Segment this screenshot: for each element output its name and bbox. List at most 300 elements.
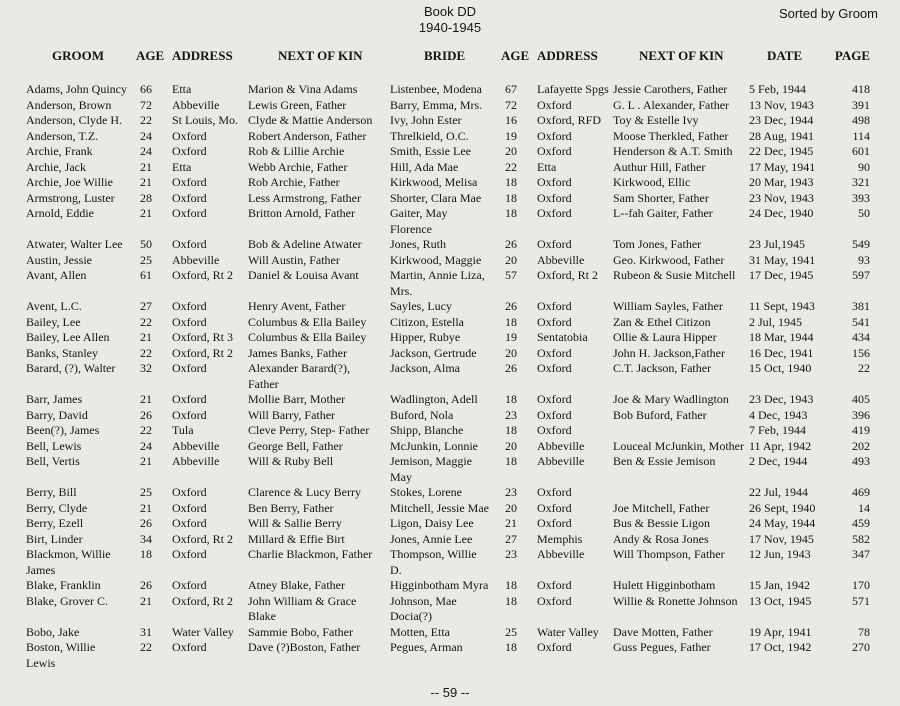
bride-cell: Threlkield, O.C. bbox=[390, 128, 469, 143]
table-row bbox=[26, 547, 874, 578]
groom-address-cell: Oxford bbox=[172, 144, 207, 158]
groom-address-cell: Abbeville bbox=[172, 252, 220, 267]
bride-next-of-kin-cell: William Sayles, Father bbox=[613, 299, 723, 313]
groom-age-cell: 32 bbox=[140, 361, 152, 375]
table-row bbox=[26, 454, 874, 485]
register-rows bbox=[26, 82, 874, 671]
table-row bbox=[26, 129, 874, 145]
groom-next-of-kin-cell: George Bell, Father bbox=[248, 438, 343, 453]
bride-next-of-kin-cell: Willie & Ronette Johnson bbox=[613, 593, 738, 608]
groom-cell: Blake, Grover C. bbox=[26, 593, 108, 608]
groom-next-of-kin-cell: Dave (?)Boston, Father bbox=[248, 640, 361, 654]
page-cell: 156 bbox=[852, 345, 870, 360]
groom-address-cell: Oxford bbox=[172, 299, 207, 313]
table-row bbox=[26, 485, 874, 501]
page-cell: 396 bbox=[852, 407, 870, 422]
bride-next-of-kin-cell: Moose Therkled, Father bbox=[613, 128, 729, 143]
bride-cell: Citizon, Estella bbox=[390, 314, 464, 329]
groom-address-cell: Etta bbox=[172, 159, 192, 174]
groom-age-cell: 21 bbox=[140, 392, 152, 406]
bride-next-of-kin-cell: Will Thompson, Father bbox=[613, 547, 725, 561]
table-row bbox=[26, 113, 874, 129]
page-cell: 597 bbox=[852, 268, 870, 282]
bride-next-of-kin-cell: Bus & Bessie Ligon bbox=[613, 516, 711, 530]
date-cell: 11 Sept, 1943 bbox=[749, 299, 815, 313]
page-cell: 469 bbox=[852, 485, 870, 499]
date-cell: 24 May, 1944 bbox=[749, 516, 816, 530]
bride-age-cell: 23 bbox=[505, 547, 517, 561]
bride-next-of-kin-cell: G. L . Alexander, Father bbox=[613, 97, 730, 112]
page-cell: 541 bbox=[852, 314, 870, 329]
bride-cell: Jackson, Gertrude bbox=[390, 345, 477, 360]
col-address: ADDRESS bbox=[172, 48, 233, 63]
groom-address-cell: Oxford bbox=[172, 361, 207, 375]
bride-address-cell: Etta bbox=[537, 159, 557, 174]
groom-cell: Bailey, Lee Allen bbox=[26, 330, 110, 344]
bride-age-cell: 67 bbox=[505, 82, 517, 96]
date-cell: 28 Aug, 1941 bbox=[749, 128, 815, 143]
groom-age-cell: 26 bbox=[140, 578, 152, 592]
page-cell: 549 bbox=[852, 237, 870, 251]
page-cell: 321 bbox=[852, 175, 870, 189]
groom-next-of-kin-cell: Atney Blake, Father bbox=[248, 578, 345, 592]
groom-address-cell: Oxford bbox=[172, 485, 207, 499]
groom-age-cell: 21 bbox=[140, 175, 152, 189]
bride-cell: Mitchell, Jessie Mae bbox=[390, 500, 489, 515]
bride-cell: Shipp, Blanche bbox=[390, 423, 464, 437]
bride-address-cell: Oxford bbox=[537, 128, 572, 143]
date-cell: 31 May, 1941 bbox=[749, 252, 816, 267]
groom-next-of-kin-cell: Will & Ruby Bell bbox=[248, 454, 334, 468]
date-cell: 19 Apr, 1941 bbox=[749, 624, 812, 639]
groom-cell: Avant, Allen bbox=[26, 268, 87, 282]
groom-cell: Blackmon, Willie James bbox=[26, 547, 111, 577]
page-cell: 114 bbox=[852, 128, 870, 143]
bride-next-of-kin-cell: Louceal McJunkin, Mother bbox=[613, 438, 744, 453]
page-cell: 90 bbox=[858, 159, 870, 174]
page-cell: 493 bbox=[852, 454, 870, 468]
groom-address-cell: Etta bbox=[172, 82, 192, 96]
page-cell: 78 bbox=[858, 624, 870, 639]
groom-next-of-kin-cell: Marion & Vina Adams bbox=[248, 82, 358, 96]
bride-cell: Thompson, Willie D. bbox=[390, 547, 477, 577]
col-bride-address: ADDRESS bbox=[537, 48, 598, 63]
groom-address-cell: Oxford bbox=[172, 314, 207, 329]
page-cell: 170 bbox=[852, 578, 870, 592]
groom-cell: Bailey, Lee bbox=[26, 314, 81, 329]
bride-age-cell: 18 bbox=[505, 175, 517, 189]
bride-address-cell: Oxford bbox=[537, 640, 572, 654]
bride-address-cell: Oxford bbox=[537, 237, 572, 251]
date-cell: 23 Jul,1945 bbox=[749, 237, 806, 251]
date-cell: 22 Jul, 1944 bbox=[749, 485, 809, 499]
groom-cell: Austin, Jessie bbox=[26, 252, 92, 267]
bride-cell: McJunkin, Lonnie bbox=[390, 438, 478, 453]
marriage-register-table bbox=[26, 48, 874, 671]
bride-next-of-kin-cell: Kirkwood, Ellic bbox=[613, 175, 691, 189]
date-cell: 23 Dec, 1944 bbox=[749, 113, 814, 127]
bride-address-cell: Oxford, RFD bbox=[537, 113, 602, 127]
groom-age-cell: 21 bbox=[140, 500, 152, 515]
bride-address-cell: Oxford bbox=[537, 423, 572, 437]
groom-age-cell: 22 bbox=[140, 314, 152, 329]
table-row bbox=[26, 640, 874, 671]
groom-address-cell: Oxford, Rt 2 bbox=[172, 531, 233, 546]
bride-age-cell: 26 bbox=[505, 237, 517, 251]
bride-cell: Kirkwood, Melisa bbox=[390, 175, 478, 189]
bride-next-of-kin-cell: Tom Jones, Father bbox=[613, 237, 702, 251]
groom-next-of-kin-cell: Less Armstrong, Father bbox=[248, 190, 361, 205]
groom-age-cell: 50 bbox=[140, 237, 152, 251]
bride-next-of-kin-cell: Joe Mitchell, Father bbox=[613, 500, 710, 515]
date-cell: 7 Feb, 1944 bbox=[749, 423, 806, 437]
groom-address-cell: Oxford bbox=[172, 392, 207, 406]
bride-age-cell: 57 bbox=[505, 268, 517, 282]
bride-address-cell: Oxford bbox=[537, 407, 572, 422]
bride-cell: Stokes, Lorene bbox=[390, 485, 462, 499]
groom-cell: Armstrong, Luster bbox=[26, 190, 115, 205]
date-cell: 2 Jul, 1945 bbox=[749, 314, 803, 329]
date-cell: 17 Oct, 1942 bbox=[749, 640, 812, 654]
groom-next-of-kin-cell: Charlie Blackmon, Father bbox=[248, 547, 373, 561]
groom-next-of-kin-cell: Bob & Adeline Atwater bbox=[248, 237, 362, 251]
date-cell: 5 Feb, 1944 bbox=[749, 82, 806, 96]
groom-age-cell: 26 bbox=[140, 516, 152, 530]
date-cell: 17 Dec, 1945 bbox=[749, 268, 814, 282]
page-cell: 270 bbox=[852, 640, 870, 654]
bride-age-cell: 20 bbox=[505, 500, 517, 515]
groom-age-cell: 61 bbox=[140, 268, 152, 282]
bride-address-cell: Memphis bbox=[537, 531, 583, 546]
col-next-of-kin: NEXT OF KIN bbox=[278, 48, 363, 63]
date-cell: 23 Dec, 1943 bbox=[749, 392, 814, 406]
groom-age-cell: 25 bbox=[140, 252, 152, 267]
bride-cell: Kirkwood, Maggie bbox=[390, 252, 482, 267]
table-row bbox=[26, 625, 874, 641]
groom-next-of-kin-cell: John William & Grace Blake bbox=[248, 593, 357, 623]
col-bride-next-of-kin: NEXT OF KIN bbox=[639, 48, 724, 63]
bride-address-cell: Oxford bbox=[537, 314, 572, 329]
bride-next-of-kin-cell: Guss Pegues, Father bbox=[613, 640, 711, 654]
bride-address-cell: Oxford bbox=[537, 190, 572, 205]
bride-age-cell: 20 bbox=[505, 345, 517, 360]
bride-age-cell: 18 bbox=[505, 392, 517, 406]
groom-cell: Anderson, T.Z. bbox=[26, 128, 99, 143]
groom-next-of-kin-cell: Webb Archie, Father bbox=[248, 159, 348, 174]
groom-next-of-kin-cell: Robert Anderson, Father bbox=[248, 128, 367, 143]
bride-address-cell: Sentatobia bbox=[537, 330, 588, 344]
table-row bbox=[26, 299, 874, 315]
bride-cell: Martin, Annie Liza, Mrs. bbox=[390, 268, 485, 298]
groom-next-of-kin-cell: Sammie Bobo, Father bbox=[248, 624, 353, 639]
bride-next-of-kin-cell: Sam Shorter, Father bbox=[613, 190, 709, 205]
groom-age-cell: 21 bbox=[140, 454, 152, 468]
groom-age-cell: 25 bbox=[140, 485, 152, 499]
bride-next-of-kin-cell: Ollie & Laura Hipper bbox=[613, 330, 717, 344]
groom-next-of-kin-cell: Lewis Green, Father bbox=[248, 97, 347, 112]
table-row bbox=[26, 237, 874, 253]
groom-cell: Anderson, Brown bbox=[26, 97, 112, 112]
bride-next-of-kin-cell: John H. Jackson,Father bbox=[613, 345, 725, 360]
bride-cell: Barry, Emma, Mrs. bbox=[390, 97, 483, 112]
bride-age-cell: 18 bbox=[505, 593, 517, 608]
bride-next-of-kin-cell: Toy & Estelle Ivy bbox=[613, 113, 699, 127]
bride-age-cell: 20 bbox=[505, 438, 517, 453]
bride-age-cell: 23 bbox=[505, 485, 517, 499]
bride-cell: Smith, Essie Lee bbox=[390, 144, 471, 158]
bride-cell: Ivy, John Ester bbox=[390, 113, 462, 127]
bride-next-of-kin-cell: Jessie Carothers, Father bbox=[613, 82, 728, 96]
page-cell: 22 bbox=[858, 361, 870, 375]
page-number: -- 59 -- bbox=[430, 685, 470, 700]
bride-next-of-kin-cell: Ben & Essie Jemison bbox=[613, 454, 716, 468]
bride-age-cell: 18 bbox=[505, 314, 517, 329]
groom-address-cell: Oxford bbox=[172, 407, 207, 422]
bride-cell: Shorter, Clara Mae bbox=[390, 190, 482, 205]
groom-age-cell: 22 bbox=[140, 345, 152, 360]
date-cell: 24 Dec, 1940 bbox=[749, 206, 814, 220]
col-date: DATE bbox=[767, 48, 803, 63]
groom-age-cell: 26 bbox=[140, 407, 152, 422]
date-cell: 12 Jun, 1943 bbox=[749, 547, 811, 561]
bride-address-cell: Oxford bbox=[537, 485, 572, 499]
bride-address-cell: Oxford bbox=[537, 392, 572, 406]
groom-next-of-kin-cell: Mollie Barr, Mother bbox=[248, 392, 346, 406]
table-row bbox=[26, 315, 874, 331]
bride-next-of-kin-cell: C.T. Jackson, Father bbox=[613, 361, 712, 375]
bride-next-of-kin-cell bbox=[613, 423, 749, 439]
page-cell: 93 bbox=[858, 252, 870, 267]
table-row bbox=[26, 253, 874, 269]
groom-address-cell: St Louis, Mo. bbox=[172, 113, 239, 127]
table-row bbox=[26, 330, 874, 346]
groom-address-cell: Oxford bbox=[172, 237, 207, 251]
table-row bbox=[26, 423, 874, 439]
groom-age-cell: 21 bbox=[140, 206, 152, 220]
page-cell: 601 bbox=[852, 144, 870, 158]
groom-cell: Berry, Clyde bbox=[26, 500, 88, 515]
date-cell: 15 Oct, 1940 bbox=[749, 361, 812, 375]
bride-age-cell: 72 bbox=[505, 97, 517, 112]
bride-next-of-kin-cell: Bob Buford, Father bbox=[613, 407, 707, 422]
bride-address-cell: Oxford bbox=[537, 500, 572, 515]
page-cell: 393 bbox=[852, 190, 870, 205]
page-cell: 14 bbox=[858, 500, 870, 515]
page-cell: 571 bbox=[852, 593, 870, 608]
groom-age-cell: 21 bbox=[140, 593, 152, 608]
groom-age-cell: 72 bbox=[140, 97, 152, 112]
date-cell: 13 Nov, 1943 bbox=[749, 97, 814, 112]
table-row bbox=[26, 191, 874, 207]
groom-age-cell: 22 bbox=[140, 113, 152, 127]
col-bride-age: AGE bbox=[501, 48, 530, 63]
page-cell: 582 bbox=[852, 531, 870, 546]
groom-cell: Birt, Linder bbox=[26, 531, 83, 546]
groom-age-cell: 34 bbox=[140, 531, 152, 546]
page-cell: 405 bbox=[852, 392, 870, 406]
bride-age-cell: 26 bbox=[505, 361, 517, 375]
bride-next-of-kin-cell: Hulett Higginbotham bbox=[613, 578, 716, 592]
header-row bbox=[26, 48, 874, 82]
table-row bbox=[26, 516, 874, 532]
groom-age-cell: 24 bbox=[140, 128, 152, 143]
groom-cell: Been(?), James bbox=[26, 423, 100, 437]
bride-next-of-kin-cell: Henderson & A.T. Smith bbox=[613, 144, 733, 158]
groom-next-of-kin-cell: James Banks, Father bbox=[248, 345, 347, 360]
groom-cell: Berry, Ezell bbox=[26, 516, 84, 530]
bride-age-cell: 21 bbox=[505, 516, 517, 530]
table-row bbox=[26, 439, 874, 455]
groom-cell: Berry, Bill bbox=[26, 485, 77, 499]
bride-address-cell: Abbeville bbox=[537, 438, 585, 453]
bride-age-cell: 16 bbox=[505, 113, 517, 127]
bride-cell: Johnson, Mae Docia(?) bbox=[390, 593, 457, 623]
date-cell: 16 Dec, 1941 bbox=[749, 345, 814, 360]
bride-cell: Buford, Nola bbox=[390, 407, 454, 422]
groom-address-cell: Oxford bbox=[172, 500, 207, 515]
groom-cell: Bobo, Jake bbox=[26, 624, 80, 639]
groom-age-cell: 24 bbox=[140, 438, 152, 453]
bride-cell: Listenbee, Modena bbox=[390, 82, 482, 96]
bride-next-of-kin-cell: L--fah Gaiter, Father bbox=[613, 206, 713, 220]
bride-next-of-kin-cell: Rubeon & Susie Mitchell bbox=[613, 268, 736, 282]
groom-address-cell: Oxford bbox=[172, 190, 207, 205]
page-cell: 391 bbox=[852, 97, 870, 112]
groom-cell: Banks, Stanley bbox=[26, 345, 98, 360]
groom-cell: Archie, Jack bbox=[26, 159, 86, 174]
bride-address-cell: Abbeville bbox=[537, 547, 585, 561]
table-row bbox=[26, 532, 874, 548]
table-row bbox=[26, 175, 874, 191]
bride-age-cell: 18 bbox=[505, 640, 517, 654]
page-cell: 418 bbox=[852, 82, 870, 96]
page-cell: 202 bbox=[852, 438, 870, 453]
bride-address-cell: Lafayette Spgs bbox=[537, 82, 609, 96]
col-groom: GROOM bbox=[52, 48, 104, 63]
groom-address-cell: Oxford bbox=[172, 128, 207, 143]
bride-address-cell: Oxford bbox=[537, 578, 572, 592]
bride-address-cell: Oxford bbox=[537, 206, 572, 220]
bride-age-cell: 18 bbox=[505, 423, 517, 437]
sort-note: Sorted by Groom bbox=[779, 6, 878, 21]
bride-age-cell: 18 bbox=[505, 190, 517, 205]
groom-cell: Archie, Joe Willie bbox=[26, 175, 113, 189]
table-row bbox=[26, 594, 874, 625]
groom-next-of-kin-cell: Millard & Effie Birt bbox=[248, 531, 345, 546]
date-cell: 2 Dec, 1944 bbox=[749, 454, 808, 468]
date-cell: 20 Mar, 1943 bbox=[749, 175, 814, 189]
groom-address-cell: Oxford, Rt 2 bbox=[172, 593, 233, 608]
bride-age-cell: 22 bbox=[505, 159, 517, 174]
bride-age-cell: 23 bbox=[505, 407, 517, 422]
bride-cell: Ligon, Daisy Lee bbox=[390, 516, 474, 530]
groom-next-of-kin-cell: Cleve Perry, Step- Father bbox=[248, 423, 370, 437]
bride-address-cell: Oxford bbox=[537, 361, 572, 375]
date-cell: 23 Nov, 1943 bbox=[749, 190, 814, 205]
groom-next-of-kin-cell: Rob & Lillie Archie bbox=[248, 144, 345, 158]
book-title: Book DD bbox=[423, 4, 477, 19]
table-row bbox=[26, 392, 874, 408]
bride-cell: Hipper, Rubye bbox=[390, 330, 461, 344]
groom-cell: Anderson, Clyde H. bbox=[26, 113, 122, 127]
table-row bbox=[26, 160, 874, 176]
groom-address-cell: Abbeville bbox=[172, 438, 220, 453]
bride-age-cell: 26 bbox=[505, 299, 517, 313]
groom-address-cell: Abbeville bbox=[172, 454, 220, 468]
groom-age-cell: 28 bbox=[140, 190, 152, 205]
groom-address-cell: Oxford bbox=[172, 206, 207, 220]
table-row bbox=[26, 346, 874, 362]
bride-cell: Motten, Etta bbox=[390, 624, 450, 639]
page-cell: 50 bbox=[858, 206, 870, 220]
bride-address-cell: Abbeville bbox=[537, 454, 585, 468]
date-cell: 18 Mar, 1944 bbox=[749, 330, 814, 344]
bride-address-cell: Oxford, Rt 2 bbox=[537, 268, 598, 282]
groom-next-of-kin-cell: Henry Avent, Father bbox=[248, 299, 346, 313]
groom-address-cell: Water Valley bbox=[172, 624, 234, 639]
groom-address-cell: Tula bbox=[172, 423, 194, 437]
groom-address-cell: Oxford bbox=[172, 175, 207, 189]
bride-age-cell: 20 bbox=[505, 252, 517, 267]
bride-cell: Sayles, Lucy bbox=[390, 299, 452, 313]
groom-address-cell: Oxford, Rt 2 bbox=[172, 345, 233, 360]
groom-next-of-kin-cell: Britton Arnold, Father bbox=[248, 206, 355, 220]
groom-next-of-kin-cell: Will & Sallie Berry bbox=[248, 516, 342, 530]
bride-cell: Jones, Ruth bbox=[390, 237, 447, 251]
table-row bbox=[26, 408, 874, 424]
date-cell: 15 Jan, 1942 bbox=[749, 578, 810, 592]
bride-age-cell: 20 bbox=[505, 144, 517, 158]
table-row bbox=[26, 82, 874, 98]
groom-next-of-kin-cell: Rob Archie, Father bbox=[248, 175, 340, 189]
groom-next-of-kin-cell: Clyde & Mattie Anderson bbox=[248, 113, 373, 127]
groom-cell: Arnold, Eddie bbox=[26, 206, 94, 220]
bride-address-cell: Oxford bbox=[537, 299, 572, 313]
table-row bbox=[26, 501, 874, 517]
bride-next-of-kin-cell: Joe & Mary Wadlington bbox=[613, 392, 729, 406]
groom-next-of-kin-cell: Will Barry, Father bbox=[248, 407, 336, 422]
page-cell: 498 bbox=[852, 113, 870, 127]
groom-next-of-kin-cell: Daniel & Louisa Avant bbox=[248, 268, 359, 282]
groom-age-cell: 22 bbox=[140, 640, 152, 654]
date-cell: 13 Oct, 1945 bbox=[749, 593, 812, 608]
bride-cell: Hill, Ada Mae bbox=[390, 159, 459, 174]
groom-next-of-kin-cell: Ben Berry, Father bbox=[248, 500, 334, 515]
bride-cell: Wadlington, Adell bbox=[390, 392, 478, 406]
bride-cell: Jones, Annie Lee bbox=[390, 531, 473, 546]
groom-address-cell: Oxford, Rt 2 bbox=[172, 268, 233, 282]
bride-age-cell: 19 bbox=[505, 128, 517, 143]
bride-address-cell: Oxford bbox=[537, 175, 572, 189]
page-cell: 459 bbox=[852, 516, 870, 530]
date-cell: 17 Nov, 1945 bbox=[749, 531, 814, 546]
groom-age-cell: 21 bbox=[140, 159, 152, 174]
groom-address-cell: Oxford bbox=[172, 547, 207, 561]
bride-next-of-kin-cell: Andy & Rosa Jones bbox=[613, 531, 709, 546]
col-page: PAGE bbox=[834, 48, 870, 63]
groom-cell: Barr, James bbox=[26, 392, 83, 406]
groom-age-cell: 27 bbox=[140, 299, 152, 313]
date-cell: 22 Dec, 1945 bbox=[749, 144, 814, 158]
groom-age-cell: 66 bbox=[140, 82, 152, 96]
groom-address-cell: Oxford bbox=[172, 640, 207, 654]
date-cell: 26 Sept, 1940 bbox=[749, 500, 816, 515]
bride-next-of-kin-cell: Dave Motten, Father bbox=[613, 624, 713, 639]
groom-age-cell: 31 bbox=[140, 624, 152, 639]
bride-next-of-kin-cell: Authur Hill, Father bbox=[613, 159, 706, 174]
page-cell: 381 bbox=[852, 299, 870, 313]
groom-cell: Avent, L.C. bbox=[26, 299, 82, 313]
